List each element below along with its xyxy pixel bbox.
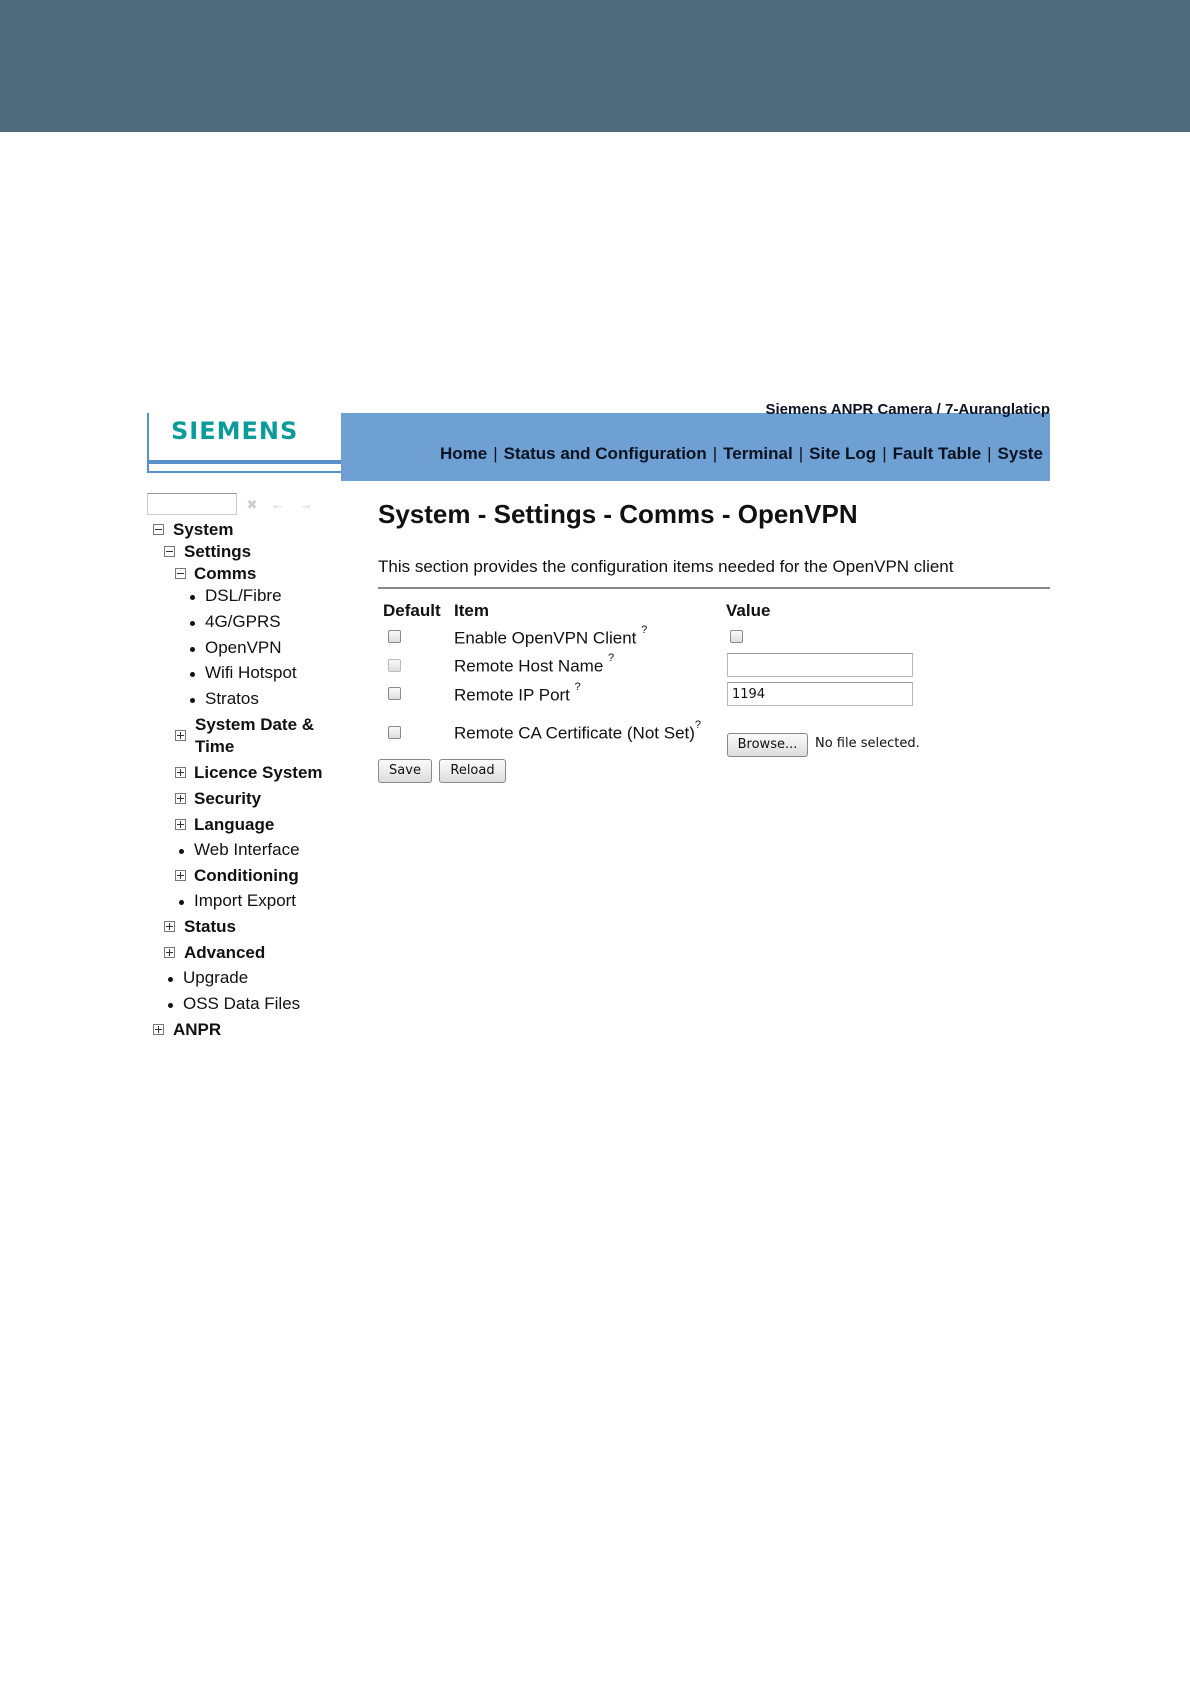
remote-host-input[interactable] [727,653,913,677]
nav-terminal[interactable]: Terminal [723,444,793,463]
tree-advanced[interactable] [164,943,265,963]
collapse-icon[interactable] [153,524,164,535]
bullet-icon [190,698,195,703]
item-label: Remote IP Port [454,685,570,705]
tree-label: Language [194,815,275,834]
tree-label: Web Interface [194,840,300,859]
tree-label: Licence System [194,763,323,782]
bullet-icon [190,647,195,652]
tree-upgrade[interactable] [168,968,248,988]
tree-import-export[interactable] [179,891,296,911]
bullet-icon [179,849,184,854]
column-header-value: Value [726,601,771,620]
remote-port-label [454,681,581,706]
tree-label: Comms [194,564,257,583]
tree-conditioning[interactable] [175,866,299,886]
reload-button[interactable]: Reload [439,759,506,783]
tree-label: Upgrade [183,968,249,987]
bullet-icon [168,1003,173,1008]
tree-label: 4G/GPRS [205,612,281,631]
bullet-icon [190,621,195,626]
nav-fault-table[interactable]: Fault Table [892,444,982,463]
tree-dsl-fibre[interactable] [190,586,282,606]
enable-openvpn-checkbox[interactable] [730,630,743,643]
file-status: No file selected. [815,736,920,751]
remote-port-default-checkbox[interactable] [388,687,401,700]
tree-label: System [173,520,234,539]
bullet-icon [168,977,173,982]
help-icon[interactable]: ? [574,681,581,693]
back-arrow-icon[interactable]: ← [271,497,285,512]
nav-site-log[interactable]: Site Log [809,444,877,463]
save-button[interactable]: Save [378,759,432,783]
tree-security[interactable] [175,789,261,809]
tree-label: Import Export [194,891,297,910]
remote-ca-label [454,719,702,744]
clear-icon[interactable]: ✖ [246,497,258,512]
tree-label: System Date & [195,715,315,734]
tree-oss-data-files[interactable] [168,994,300,1014]
nav-separator: | [987,444,992,463]
remote-ca-default-checkbox[interactable] [388,726,401,739]
tree-label: Stratos [205,689,259,708]
tree-label: Advanced [184,943,266,962]
collapse-icon[interactable] [175,568,186,579]
expand-icon[interactable] [175,767,186,778]
expand-icon[interactable] [175,730,186,741]
tree-system[interactable] [153,520,233,540]
tree-label: Settings [184,542,252,561]
expand-icon[interactable] [164,947,175,958]
collapse-icon[interactable] [164,546,175,557]
tree-label: Conditioning [194,866,299,885]
nav-separator: | [882,444,887,463]
tree-label: OpenVPN [205,638,282,657]
remote-host-label [454,652,615,677]
tree-wifi-hotspot[interactable] [190,663,297,683]
tree-stratos[interactable] [190,689,259,709]
nav-links [440,444,1043,464]
logo-underline [149,460,343,464]
tree-label: ANPR [173,1020,222,1039]
expand-icon[interactable] [175,870,186,881]
tree-status[interactable] [164,917,236,937]
nav-separator: | [712,444,718,463]
header-device-name: Siemens ANPR Camera / 7-Auranglaticp [765,401,1050,418]
nav-separator: | [798,444,804,463]
tree-licence-system[interactable] [175,763,323,783]
tree-label: Wifi Hotspot [205,663,297,682]
expand-icon[interactable] [175,819,186,830]
siemens-logo: SIEMENS [171,417,299,445]
bullet-icon [179,900,184,905]
item-label: Remote Host Name [454,656,604,676]
tree-openvpn[interactable] [190,638,282,658]
nav-system[interactable]: Syste [997,444,1043,463]
column-header-default: Default [383,601,441,620]
nav-status-configuration[interactable]: Status and Configuration [503,444,707,463]
tree-label: OSS Data Files [183,994,301,1013]
help-icon[interactable]: ? [641,624,648,636]
expand-icon[interactable] [175,793,186,804]
remote-port-input[interactable] [727,682,913,706]
tree-label: Security [194,789,262,808]
tree-anpr[interactable] [153,1020,221,1040]
item-label: Enable OpenVPN Client [454,628,637,648]
screenshot-panel [147,401,1050,1053]
nav-separator: | [493,444,498,463]
help-icon[interactable]: ? [608,652,615,664]
bullet-icon [190,595,195,600]
tree-toolbar [147,493,337,519]
tree-label: DSL/Fibre [205,586,282,605]
tree-system-date-time[interactable] [175,715,314,757]
expand-icon[interactable] [164,921,175,932]
tree-comms[interactable] [175,564,256,584]
logo-area [147,413,343,473]
section-description: This section provides the configuration items needed for the OpenVPN client [378,557,954,576]
tree-search-input[interactable] [147,493,237,515]
tree-settings[interactable] [164,542,251,562]
bullet-icon [190,672,195,677]
enable-openvpn-label [454,624,648,649]
remote-host-default-checkbox[interactable] [388,659,401,672]
forward-arrow-icon[interactable]: → [299,497,313,512]
page-top-band [0,0,1190,132]
tree-label: Status [184,917,236,936]
help-icon[interactable]: ? [694,719,702,731]
tree-language[interactable] [175,815,274,835]
tree-label: Time [195,737,235,756]
enable-openvpn-default-checkbox[interactable] [388,630,401,643]
logo-baseline [149,471,343,473]
page-title: System - Settings - Comms - OpenVPN [378,499,858,529]
expand-icon[interactable] [153,1024,164,1035]
tree-web-interface[interactable] [179,840,300,860]
nav-bar [341,401,1050,481]
nav-home[interactable]: Home [440,444,488,463]
divider [378,587,1050,589]
item-label: Remote CA Certificate (Not Set) [454,723,695,743]
column-header-item: Item [454,601,489,620]
tree-4g-gprs[interactable] [190,612,281,632]
browse-button[interactable]: Browse... [727,733,808,757]
